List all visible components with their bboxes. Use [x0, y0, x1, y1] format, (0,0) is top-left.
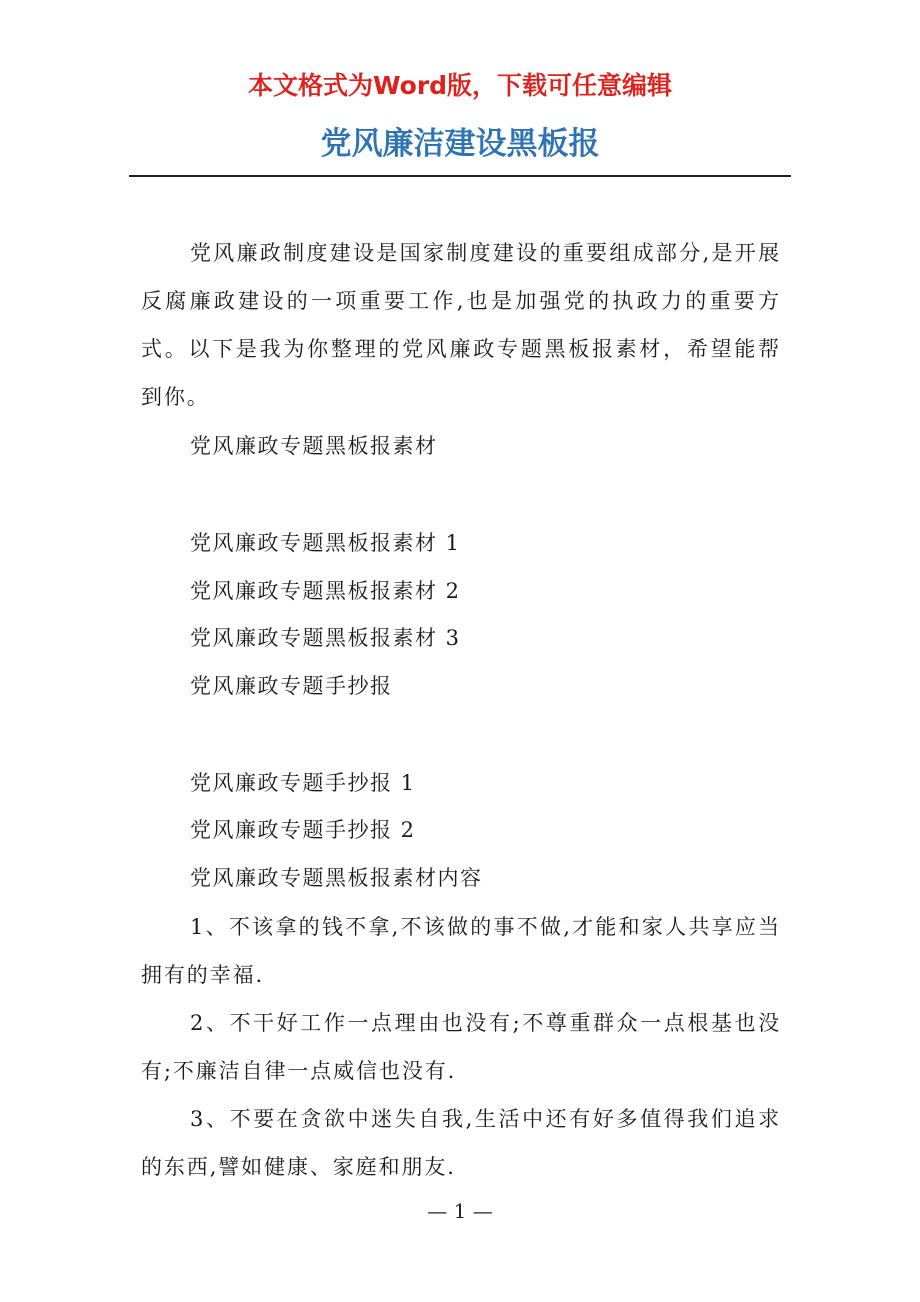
- format-banner: 本文格式为Word版，下载可任意编辑: [247, 71, 673, 100]
- materials-item-1: 党风廉政专题黑板报素材 1: [190, 531, 461, 555]
- intro-paragraph: [141, 229, 781, 421]
- content-list: [141, 903, 781, 1191]
- page-title: 党风廉洁建设黑板报: [320, 126, 600, 162]
- intro-text: 党风廉政制度建设是国家制度建设的重要组成部分,是开展反腐廉政建设的一项重要工作,也是加强党的执政力的重要方式。以下是我为你整理的党风廉政专题黑板报素材，希望能帮到你。: [141, 241, 781, 409]
- handcopy-item-1: 党风廉政专题手抄报 1: [190, 771, 416, 795]
- list-item: 3、不要在贪欲中迷失自我,生活中还有好多值得我们追求的东西,譬如健康、家庭和朋友.: [141, 1107, 781, 1179]
- handcopy-heading: 党风廉政专题手抄报: [190, 674, 393, 698]
- materials-item-2: 党风廉政专题黑板报素材 2: [190, 579, 461, 603]
- title-divider: [129, 175, 791, 177]
- handcopy-item-2: 党风廉政专题手抄报 2: [190, 818, 416, 842]
- materials-heading: 党风廉政专题黑板报素材: [190, 434, 438, 458]
- page-number: — 1 —: [427, 1199, 493, 1223]
- list-item: 2、不干好工作一点理由也没有;不尊重群众一点根基也没有;不廉洁自律一点威信也没有.: [141, 1011, 781, 1083]
- content-heading: 党风廉政专题黑板报素材内容: [190, 866, 483, 890]
- list-item: 1、不该拿的钱不拿,不该做的事不做,才能和家人共享应当拥有的幸福.: [141, 915, 781, 987]
- materials-item-3: 党风廉政专题黑板报素材 3: [190, 626, 461, 650]
